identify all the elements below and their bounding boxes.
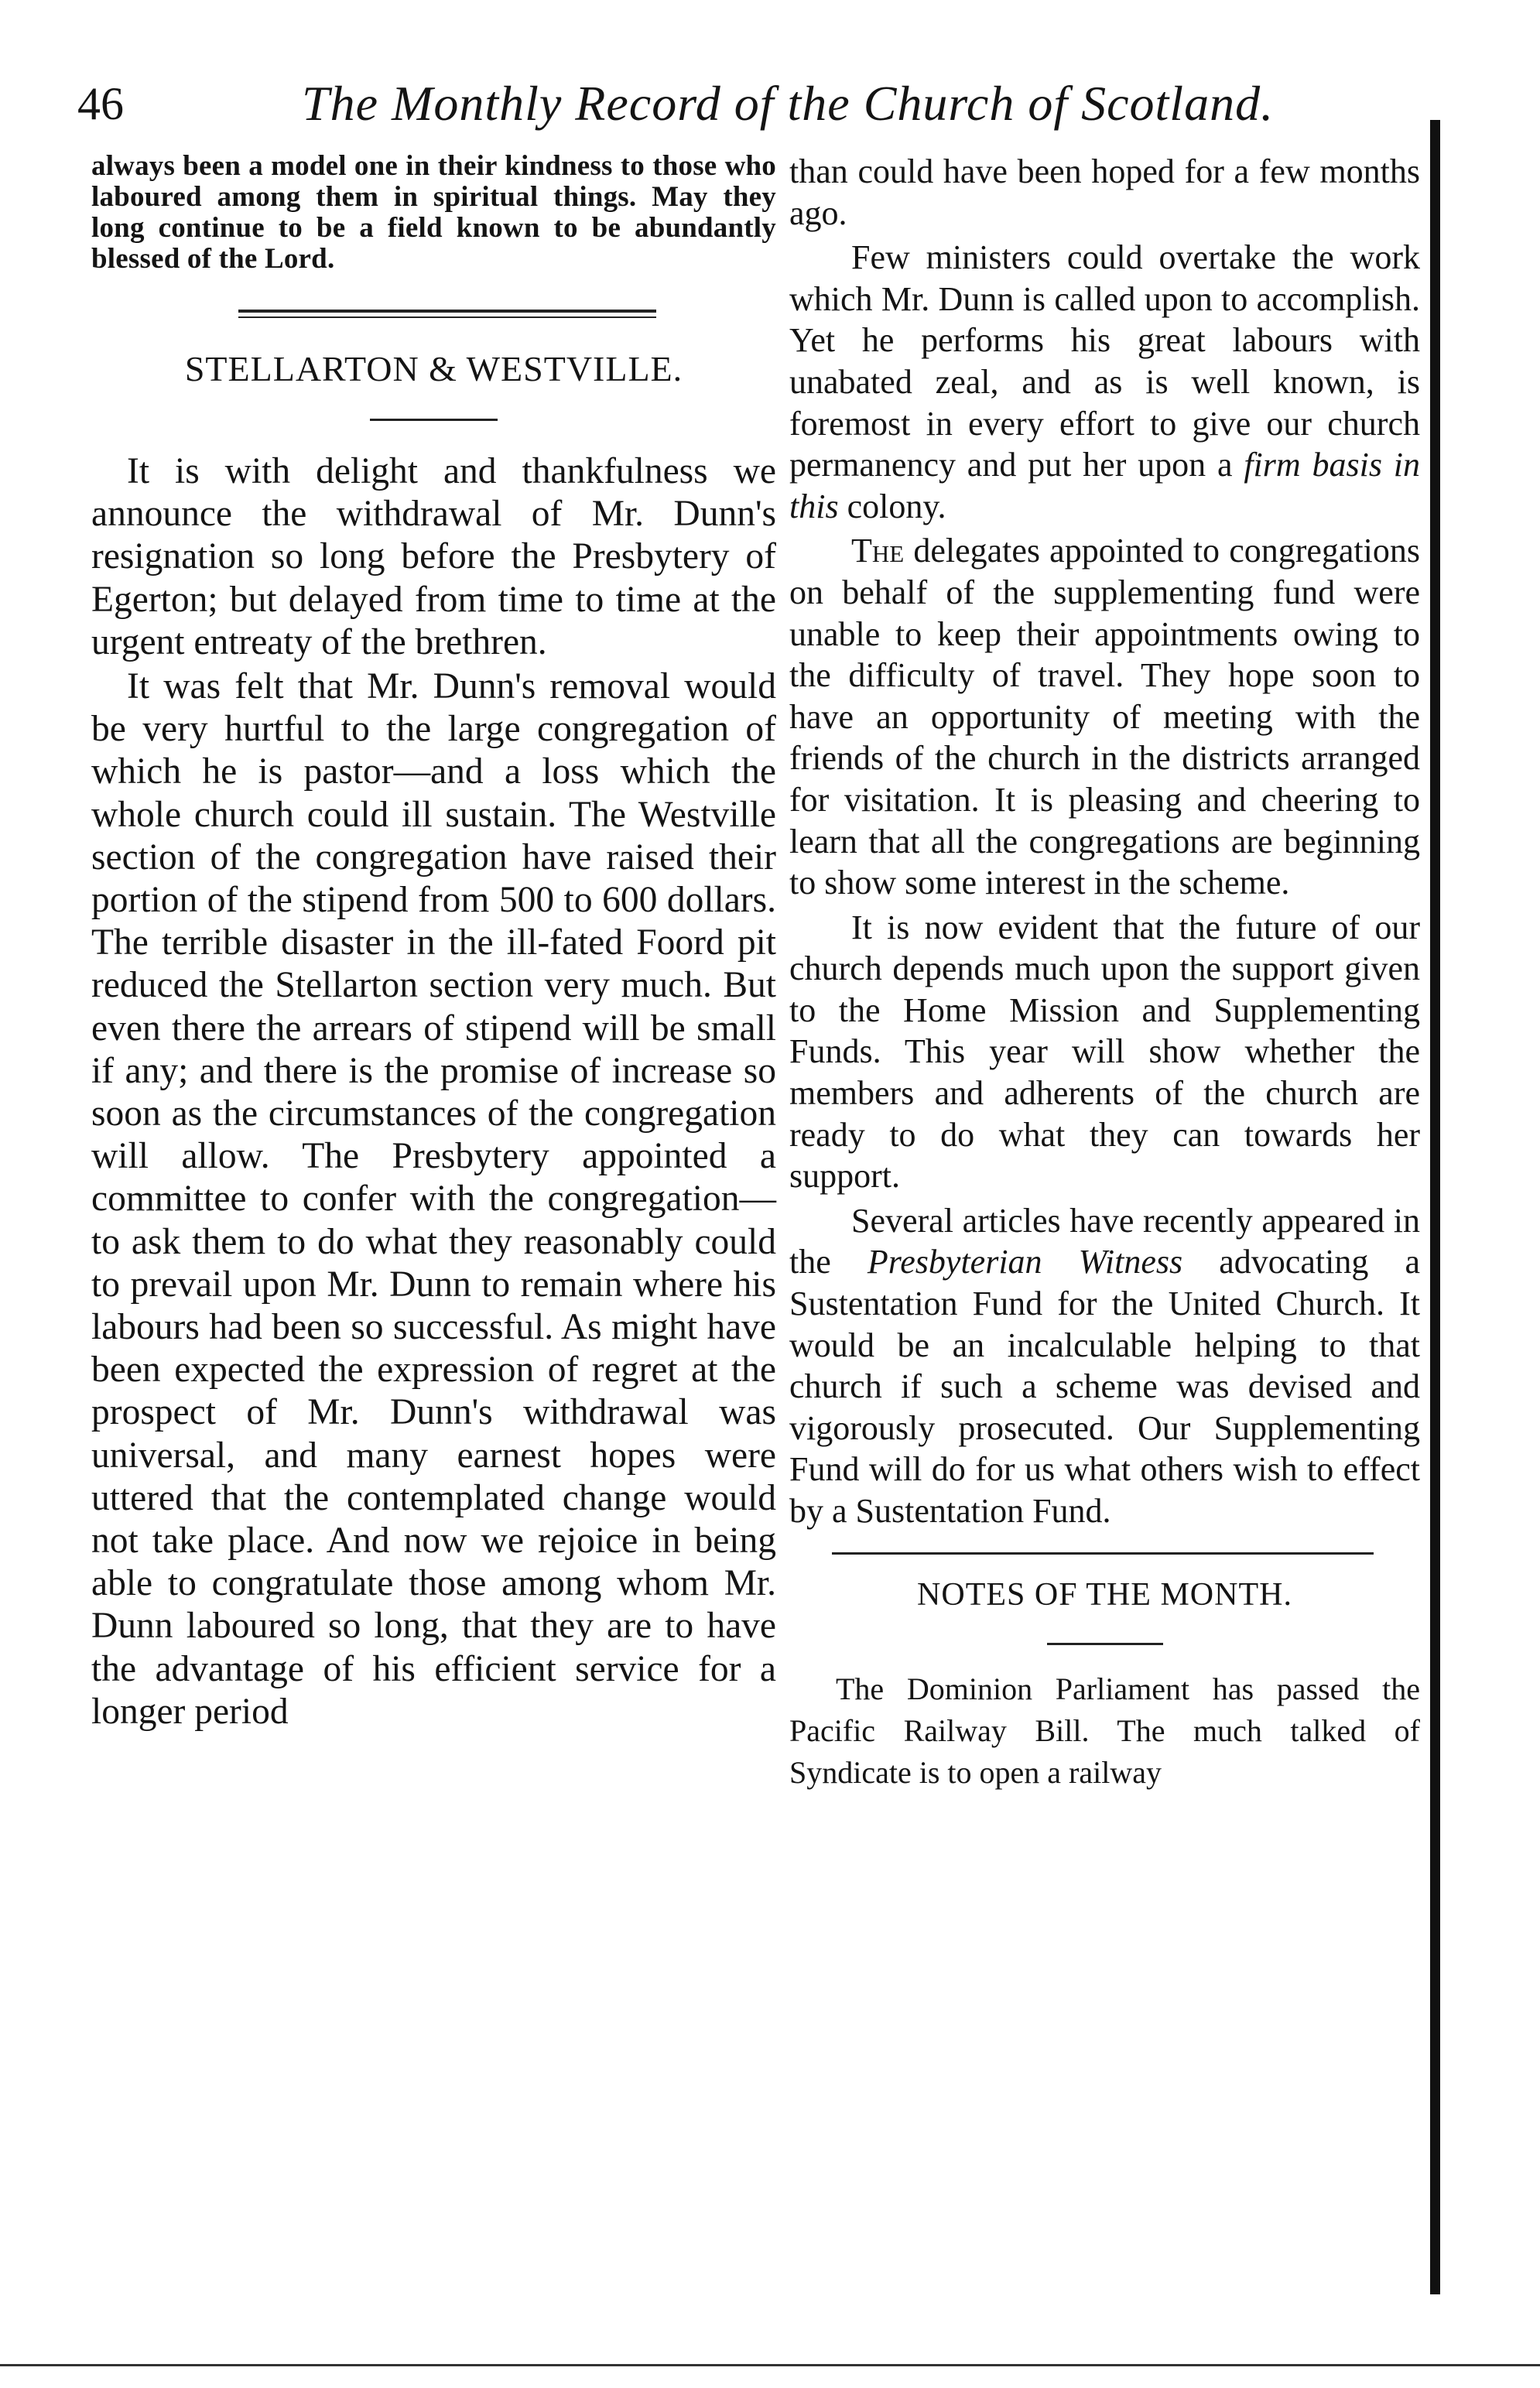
- right-margin-rule: [1430, 120, 1440, 2294]
- section-heading: STELLARTON & WESTVILLE.: [184, 349, 683, 388]
- notes-heading: NOTES OF THE MONTH.: [917, 1576, 1292, 1613]
- paragraph-ministers-end: colony.: [838, 487, 946, 525]
- article-paragraph-1: It is with delight and thankfulness we announce the withdrawal of Mr. Dunn's resignation so long before the Presbytery of Egerton; but delayed from time to time at the urgent entreaty of the brethren.: [91, 451, 776, 662]
- paragraph-articles-text: Several articles have recently appeared in the: [789, 1201, 1420, 1281]
- paragraph-delegates: [789, 530, 1420, 903]
- paragraph-delegates-lead: The: [851, 532, 905, 570]
- bottom-rule: [0, 2364, 1540, 2366]
- notes-divider: [832, 1552, 1374, 1555]
- heading-rule: [370, 419, 498, 421]
- paragraph-ministers-italic: firm basis in this: [789, 446, 1420, 525]
- section-divider: [238, 310, 656, 318]
- notes-paragraph: The Dominion Parliament has passed the Pacific Railway Bill. The much talked of Syndicate is to open a railway: [789, 1671, 1420, 1790]
- right-column: [789, 151, 1420, 1794]
- running-head: [77, 76, 1439, 138]
- paragraph-future: It is now evident that the future of our church depends much upon the support given to the Home Mission and Supplementing Funds. This year will show whether the members and adherents of the church are ready to do what they can towards her support.: [789, 908, 1420, 1196]
- continued-paragraph: always been a model one in their kindness to those who laboured among them in spiritual things. May they long continue to be a field known to be abundantly blessed of the Lord.: [91, 150, 776, 275]
- paragraph-ministers-text: Few ministers could overtake the work which Mr. Dunn is called upon to accomplish. Yet he performs his great labours with unabated zeal, and as is well known, is foremost in every effort to give our church permanency and put her upon a: [789, 238, 1420, 484]
- paragraph-delegates-text: delegates appointed to congregations on behalf of the supplementing fund were unable to keep their appointments owing to the difficulty of travel. They hope soon to have an opportunity of meeting with the friends of the church in the districts arranged for visitation. It is pleasing and cheering to learn that all the congregations are beginning to show some interest in the scheme.: [789, 532, 1420, 902]
- continued-paragraph-right: than could have been hoped for a few months ago.: [789, 152, 1420, 232]
- journal-title: The Monthly Record of the Church of Scotland.: [302, 76, 1275, 131]
- article-paragraph-2: It was felt that Mr. Dunn's removal would be very hurtful to the large congregation of which he is pastor—and a loss which the whole church could ill sustain. The Westville section of the congregation have raised their portion of the stipend from 500 to 600 dollars. The terrible disaster in the ill-fated Foord pit reduced the Stellarton section very much. But even there the arrears of stipend will be small if any; and there is the promise of increase so soon as the circumstances of the congregation will allow. The Presbytery appointed a committee to confer with the congregation—to ask them to do what they reasonably could to prevail upon Mr. Dunn to remain where his labours had been so successful. As might have been expected the expression of regret at the prospect of Mr. Dunn's withdrawal was universal, and many earnest hopes were uttered that the contemplated change would not take place. And now we rejoice in being able to congratulate those among whom Mr. Dunn laboured so long, that they are to have the advantage of his efficient service for a longer period: [91, 666, 776, 1732]
- paragraph-ministers: [789, 237, 1420, 527]
- paragraph-articles-end: advocating a Sustentation Fund for the United Church. It would be an incalculable helping to that church if such a scheme was devised and vigorously prosecuted. Our Supplementing Fund will do for us what others wish to effect by a Sustentation Fund.: [789, 1243, 1420, 1530]
- page-number: 46: [77, 78, 124, 129]
- paragraph-articles-italic: Presbyterian Witness: [867, 1243, 1183, 1281]
- left-column: [91, 151, 776, 1733]
- notes-heading-rule: [1047, 1643, 1163, 1645]
- paragraph-articles: [789, 1200, 1420, 1532]
